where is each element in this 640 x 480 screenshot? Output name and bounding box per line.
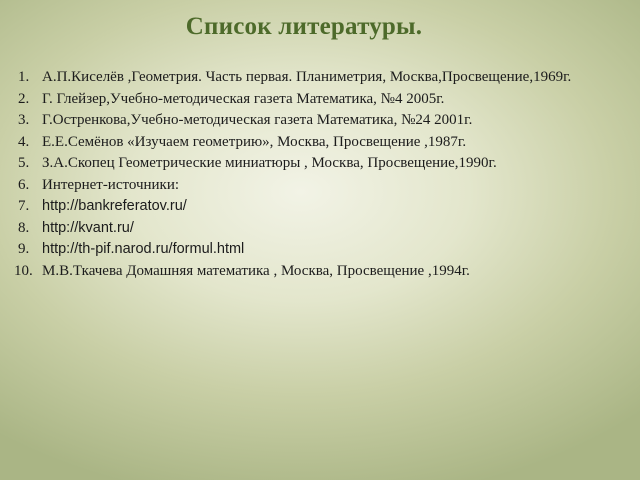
list-item [14,218,624,240]
list-item-text: Г.Остренкова,Учебно-методическая газета Математика, №24 2001г. [42,112,473,128]
reference-link[interactable]: http://kvant.ru/ [42,219,134,236]
list-item-number: 3. [18,112,30,128]
list-item [14,261,624,283]
list-item [14,89,624,111]
list-item-number: 2. [18,90,30,107]
list-item-number: 5. [18,155,30,171]
list-item [14,110,624,132]
list-item [14,239,624,261]
list-item-number: 10. [14,262,33,279]
list-item-text: З.А.Скопец Геометрические миниатюры , Москва, Просвещение,1990г. [42,155,497,171]
slide-title: Список литературы. [185,13,423,40]
list-item [14,132,624,154]
list-item-number: 6. [18,176,30,193]
list-item-text: Г. Глейзер,Учебно-методическая газета Математика, №4 2005г. [42,90,445,107]
list-item-text: Е.Е.Семёнов «Изучаем геометрию», Москва, Просвещение ,1987г. [42,133,467,150]
list-item-number: 8. [18,219,30,236]
list-item [14,153,624,175]
reference-link[interactable]: http://th-pif.narod.ru/formul.html [42,241,245,257]
list-item-text: А.П.Киселёв ,Геометрия. Часть первая. Планиметрия, Москва,Просвещение,1969г. [42,69,572,85]
list-item [14,196,624,218]
list-item-number: 4. [18,133,30,150]
list-item [14,175,624,197]
list-item [14,67,624,89]
list-item-number: 7. [18,198,30,214]
list-item-text: М.В.Ткачева Домашняя математика , Москва, Просвещение ,1994г. [42,262,470,279]
reference-list [14,67,624,282]
reference-link[interactable]: http://bankreferatov.ru/ [42,198,187,214]
list-item-number: 1. [18,69,30,85]
list-item-number: 9. [18,241,30,257]
list-item-text: Интернет-источники: [42,176,180,193]
